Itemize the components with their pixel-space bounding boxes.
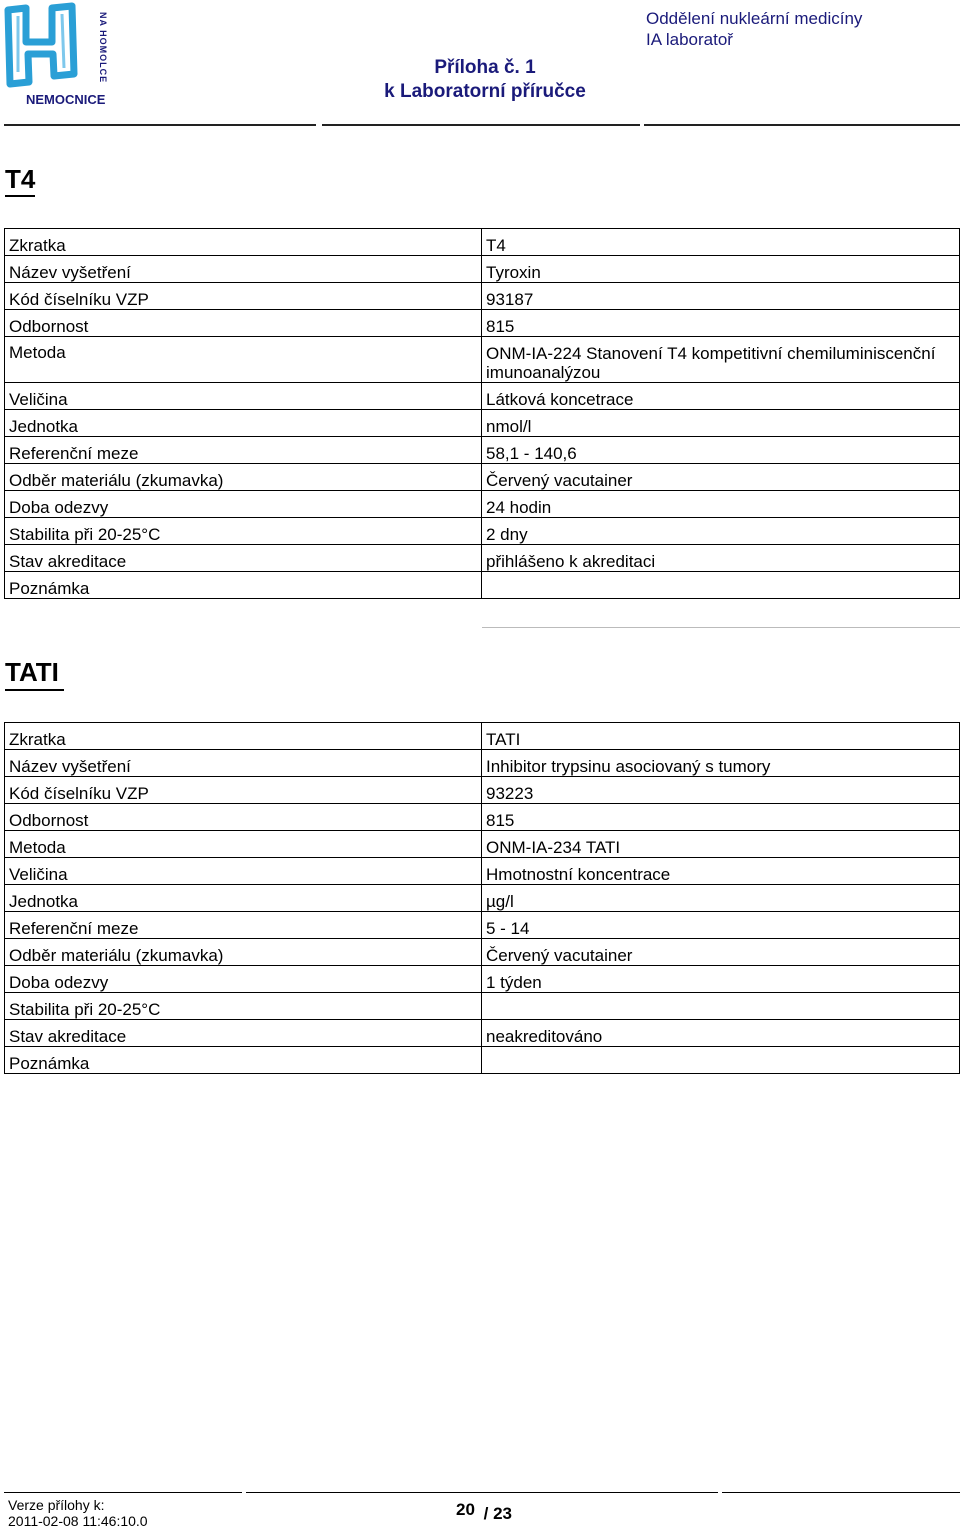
table-row <box>5 723 960 750</box>
page-total: / 23 <box>483 1504 513 1523</box>
header-rule <box>322 124 640 126</box>
footer-rule <box>4 1492 242 1493</box>
row-value: TATI <box>482 723 960 750</box>
exam-table <box>4 722 960 1074</box>
row-value: neakreditováno <box>482 1020 960 1047</box>
row-value: Látková koncetrace <box>482 383 960 410</box>
row-label: Jednotka <box>5 410 482 437</box>
table-row <box>5 310 960 337</box>
footer-rule <box>246 1492 718 1493</box>
row-label: Odbornost <box>5 804 482 831</box>
row-label: Referenční meze <box>5 912 482 939</box>
row-label: Odběr materiálu (zkumavka) <box>5 939 482 966</box>
row-label: Stabilita při 20-25°C <box>5 993 482 1020</box>
row-value: 93187 <box>482 283 960 310</box>
section-title: TATI <box>5 657 59 687</box>
row-label: Poznámka <box>5 572 482 599</box>
department-info <box>646 8 862 50</box>
appendix-line-1: Příloha č. 1 <box>434 57 536 78</box>
row-label: Zkratka <box>5 723 482 750</box>
table-row <box>5 885 960 912</box>
table-row <box>5 545 960 572</box>
table-row <box>5 750 960 777</box>
row-label: Název vyšetření <box>5 750 482 777</box>
table-row <box>5 993 960 1020</box>
row-label: Kód číselníku VZP <box>5 283 482 310</box>
header-rule <box>4 124 316 126</box>
row-label: Doba odezvy <box>5 491 482 518</box>
svg-text:NEMOCNICE: NEMOCNICE <box>26 92 106 107</box>
appendix-line-2: k Laboratorní příručce <box>384 81 586 102</box>
row-label: Referenční meze <box>5 437 482 464</box>
table-row <box>5 256 960 283</box>
row-value: Inhibitor trypsinu asociovaný s tumory <box>482 750 960 777</box>
table-row <box>5 283 960 310</box>
table-row <box>5 572 960 599</box>
row-value: 815 <box>482 804 960 831</box>
row-value: ONM-IA-224 Stanovení T4 kompetitivní chemiluminiscenční imunoanalýzou <box>482 337 960 383</box>
row-label: Zkratka <box>5 229 482 256</box>
row-value: 1 týden <box>482 966 960 993</box>
row-value <box>482 572 960 599</box>
table-row <box>5 831 960 858</box>
row-value: 5 - 14 <box>482 912 960 939</box>
row-label: Stabilita při 20-25°C <box>5 518 482 545</box>
table-row <box>5 1020 960 1047</box>
hospital-logo <box>4 2 116 108</box>
row-value: 815 <box>482 310 960 337</box>
table-row <box>5 939 960 966</box>
table-row <box>5 966 960 993</box>
section-title: T4 <box>5 164 36 194</box>
table-row <box>5 518 960 545</box>
version-date: 2011-02-08 11:46:10.0 <box>8 1513 148 1529</box>
footer-rule <box>722 1492 960 1493</box>
table-row <box>5 437 960 464</box>
table-row <box>5 464 960 491</box>
section-title-underline <box>5 195 35 197</box>
row-value: 24 hodin <box>482 491 960 518</box>
table-row <box>5 383 960 410</box>
table-row <box>5 1047 960 1074</box>
row-label: Metoda <box>5 337 482 383</box>
row-value: T4 <box>482 229 960 256</box>
table-row <box>5 858 960 885</box>
version-label: Verze přílohy k: <box>8 1497 105 1513</box>
row-label: Jednotka <box>5 885 482 912</box>
row-value: Tyroxin <box>482 256 960 283</box>
table-row <box>5 777 960 804</box>
table-row <box>5 337 960 383</box>
department-name: Oddělení nukleární medicíny <box>646 9 863 28</box>
row-label: Stav akreditace <box>5 545 482 572</box>
table-row <box>5 491 960 518</box>
table-row <box>5 229 960 256</box>
page-number <box>456 1500 513 1523</box>
table-row <box>5 804 960 831</box>
exam-table <box>4 228 960 599</box>
row-value <box>482 1047 960 1074</box>
row-value: 58,1 - 140,6 <box>482 437 960 464</box>
row-label: Metoda <box>5 831 482 858</box>
row-value <box>482 993 960 1020</box>
row-value: µg/l <box>482 885 960 912</box>
section-divider <box>482 627 960 628</box>
appendix-title <box>330 56 640 104</box>
table-row <box>5 410 960 437</box>
row-value: ONM-IA-234 TATI <box>482 831 960 858</box>
section-title-underline <box>5 689 64 691</box>
version-info <box>8 1497 148 1529</box>
header-rule <box>644 124 960 126</box>
row-value: nmol/l <box>482 410 960 437</box>
row-label: Kód číselníku VZP <box>5 777 482 804</box>
row-label: Název vyšetření <box>5 256 482 283</box>
page-current: 20 <box>456 1500 475 1519</box>
row-label: Odběr materiálu (zkumavka) <box>5 464 482 491</box>
row-label: Veličina <box>5 383 482 410</box>
lab-name: IA laboratoř <box>646 30 733 49</box>
row-value: Hmotnostní koncentrace <box>482 858 960 885</box>
row-value: 93223 <box>482 777 960 804</box>
row-value: 2 dny <box>482 518 960 545</box>
row-label: Veličina <box>5 858 482 885</box>
row-label: Stav akreditace <box>5 1020 482 1047</box>
row-value: Červený vacutainer <box>482 939 960 966</box>
table-row <box>5 912 960 939</box>
row-value: Červený vacutainer <box>482 464 960 491</box>
row-label: Odbornost <box>5 310 482 337</box>
row-label: Doba odezvy <box>5 966 482 993</box>
row-value: přihlášeno k akreditaci <box>482 545 960 572</box>
svg-text:NA HOMOLCE: NA HOMOLCE <box>98 12 108 84</box>
row-label: Poznámka <box>5 1047 482 1074</box>
